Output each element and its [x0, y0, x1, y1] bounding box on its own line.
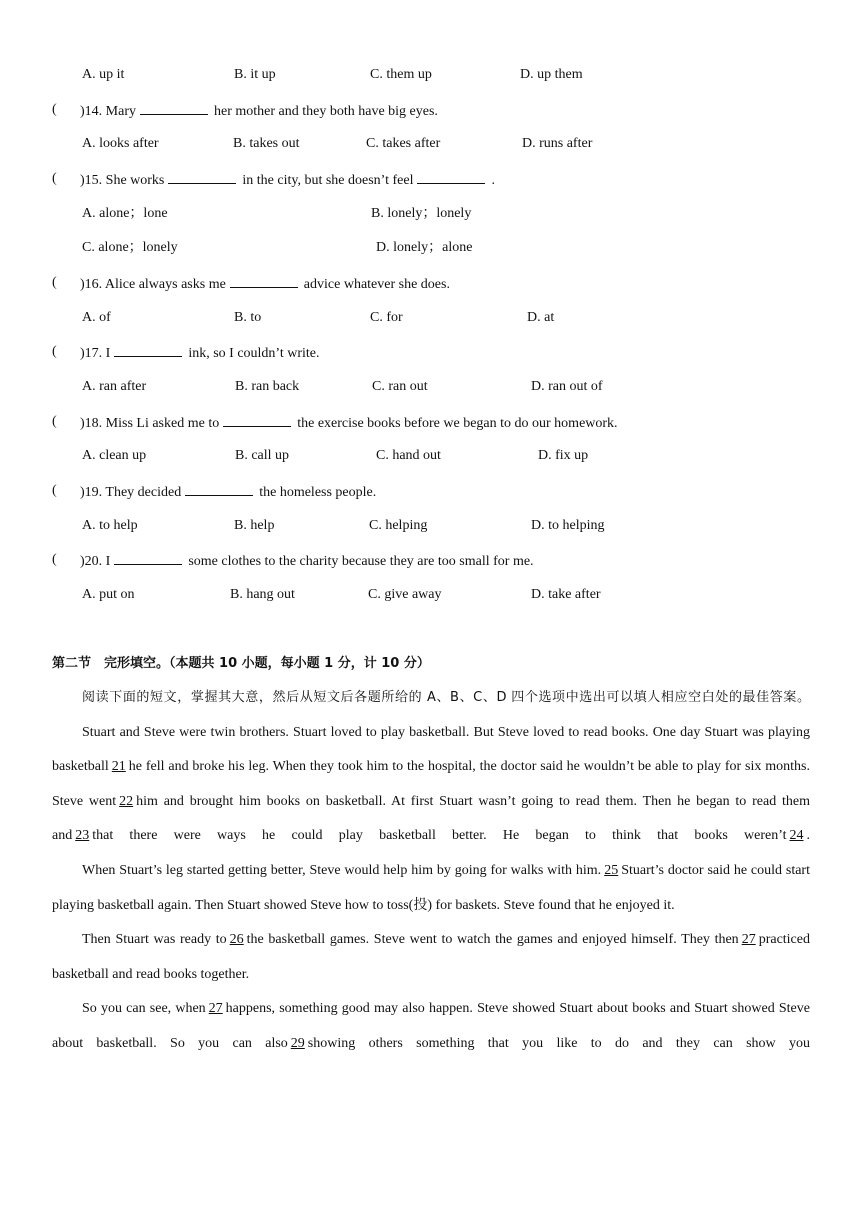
question-text: )15. She works in the city, but she doesn’t feel . — [80, 169, 495, 191]
blank-23: 23 — [75, 828, 90, 844]
option-a: A. to help — [82, 518, 138, 533]
blank-27b: 27 — [208, 1001, 223, 1017]
option-d: D. runs after — [522, 136, 593, 151]
option-d: D. at — [527, 310, 555, 325]
q20-options — [0, 585, 860, 605]
section-2-title — [0, 654, 860, 674]
q18-options — [0, 446, 860, 466]
answer-blank — [140, 100, 208, 115]
question-15 — [0, 169, 860, 189]
option-c: C. helping — [369, 518, 428, 533]
passage-paragraph-1: Stuart and Steve were twin brothers. Stuart loved to play basketball. But Steve loved to read books. One day Stuart was playing basketball 21 he fell and broke his leg. When they took him to the hospital, the doctor said he wouldn’t be able to play for six months. Steve went 22 him and brought him books on basketball. At first Stuart wasn’t going to read them. Then he began to read them and 23 that there were ways he could play basketball better. He began to think that books weren’t 24 . — [52, 724, 810, 844]
passage-paragraph-2: When Stuart’s leg started getting better, Steve would help him by going for walks with him. 25 Stuart’s doctor said he could start playing basketball again. Then Stuart showed Steve how to toss(投) for baskets. Steve found that he enjoyed it. — [52, 862, 810, 913]
answer-paren: ( — [52, 344, 57, 359]
q19-options — [0, 516, 860, 536]
question-text: )20. I some clothes to the charity because they are too small for me. — [80, 550, 534, 572]
instructions: 阅读下面的短文，掌握其大意，然后从短文后各题所给的 A、B、C、D 四个选项中选出可以填人相应空白处的最佳答案。 — [82, 690, 810, 705]
blank-25: 25 — [604, 862, 619, 878]
option-c: C. alone；lonely — [82, 240, 178, 255]
question-text: )18. Miss Li asked me to the exercise books before we began to do our homework. — [80, 412, 618, 434]
option-b: B. ran back — [235, 379, 300, 394]
option-c: C. takes after — [366, 136, 441, 151]
option-a: A. of — [82, 310, 111, 325]
option-d: D. to helping — [531, 518, 605, 533]
option-b: B. hang out — [230, 587, 295, 602]
blank-29: 29 — [290, 1035, 305, 1051]
q13-option-c: C. them up — [370, 67, 432, 82]
option-a: A. clean up — [82, 448, 147, 463]
q13-option-b: B. it up — [234, 67, 276, 82]
q13-option-a: A. up it — [82, 67, 125, 82]
answer-paren: ( — [52, 275, 57, 290]
option-c: C. for — [370, 310, 403, 325]
question-20 — [0, 550, 860, 570]
question-17 — [0, 342, 860, 362]
option-b: B. takes out — [233, 136, 300, 151]
question-18 — [0, 412, 860, 432]
question-text: )16. Alice always asks me advice whatever she does. — [80, 273, 450, 295]
question-text: )17. I ink, so I couldn’t write. — [80, 342, 320, 364]
option-c: C. hand out — [376, 448, 441, 463]
option-c: C. give away — [368, 587, 442, 602]
question-14 — [0, 100, 860, 120]
answer-blank — [114, 342, 182, 357]
answer-blank — [185, 481, 253, 496]
answer-blank — [223, 412, 291, 427]
answer-blank — [230, 273, 298, 288]
section-title: 第二节 完形填空。（本题共 10 小题，每小题 1 分，计 10 分） — [52, 656, 430, 671]
q13-options — [0, 65, 860, 85]
question-text: )14. Mary her mother and they both have big eyes. — [80, 100, 438, 122]
q13-option-d: D. up them — [520, 67, 583, 82]
blank-24: 24 — [789, 828, 804, 844]
option-b: B. to — [234, 310, 262, 325]
option-b: B. call up — [235, 448, 290, 463]
blank-26: 26 — [229, 932, 244, 948]
question-16 — [0, 273, 860, 293]
option-a: A. looks after — [82, 136, 159, 151]
option-b: B. lonely；lonely — [371, 206, 472, 221]
answer-paren: ( — [52, 102, 57, 117]
option-d: D. lonely；alone — [376, 240, 473, 255]
option-d: D. take after — [531, 587, 601, 602]
option-d: D. fix up — [538, 448, 589, 463]
answer-blank — [168, 169, 236, 184]
answer-paren: ( — [52, 552, 57, 567]
option-d: D. ran out of — [531, 379, 603, 394]
option-c: C. ran out — [372, 379, 428, 394]
q17-options — [0, 377, 860, 397]
answer-blank — [417, 169, 485, 184]
option-b: B. help — [234, 518, 275, 533]
cloze-passage — [52, 681, 810, 1062]
option-a: A. ran after — [82, 379, 147, 394]
option-a: A. alone；lone — [82, 206, 168, 221]
blank-21: 21 — [111, 759, 126, 775]
blank-22: 22 — [119, 793, 134, 809]
answer-paren: ( — [52, 414, 57, 429]
option-a: A. put on — [82, 587, 135, 602]
answer-blank — [114, 550, 182, 565]
answer-paren: ( — [52, 483, 57, 498]
q14-options — [0, 134, 860, 154]
question-19 — [0, 481, 860, 501]
blank-27: 27 — [741, 932, 756, 948]
passage-paragraph-3: Then Stuart was ready to 26 the basketball games. Steve went to watch the games and enjoyed himself. They then 27 practiced basketball and read books together. — [52, 932, 810, 982]
answer-paren: ( — [52, 171, 57, 186]
q15-options-row1 — [0, 204, 860, 224]
q16-options — [0, 308, 860, 328]
q15-options-row2 — [0, 238, 860, 258]
passage-paragraph-4: So you can see, when 27 happens, something good may also happen. Steve showed Stuart about books and Stuart showed Steve about basketball. So you can also 29 showing others something that you like to do and they can show you — [52, 1001, 810, 1051]
question-text: )19. They decided the homeless people. — [80, 481, 376, 503]
